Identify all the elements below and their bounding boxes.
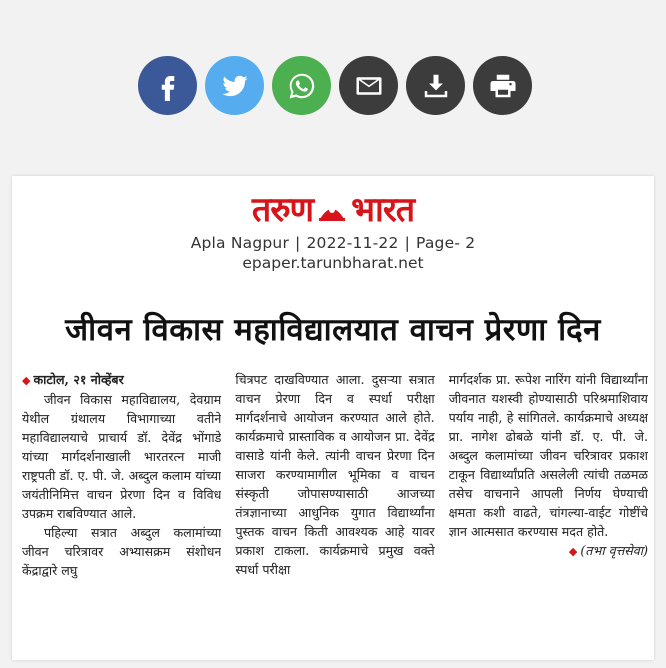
download-icon <box>421 71 451 101</box>
paragraph: चित्रपट दाखविण्यात आला. दुसऱ्या सत्रात वाचन प्रेरणा दिन व स्पर्धा परीक्षा मार्गदर्शनाचे आयोजन करण्यात आले होते. कार्यक्रमाचे प्रास्ताविक व आयोजन प्रा. देवेंद्र वासाडे यांनी केले. त्यांनी वाचन प्रेरणा दिन साजरा करण्यामागील भूमिका व वाचन संस्कृती जोपासण्यासाठी आजच्या तंत्रज्ञानाच्या आधुनिक युगात विद्यार्थ्यांना पुस्तक वाचन किती आवश्यक आहे यावर प्रकाश टाकला. कार्यक्रमाचे प्रमुख वक्ते स्पर्धा परीक्षा <box>235 372 435 577</box>
diamond-bullet-icon: ◆ <box>568 545 578 558</box>
facebook-icon <box>153 71 183 101</box>
edition-date: 2022-11-22 <box>306 234 399 252</box>
whatsapp-icon <box>287 71 317 101</box>
edition-name: Apla Nagpur <box>190 234 290 252</box>
epaper-clipping <box>12 176 654 660</box>
article-column-1 <box>22 370 221 650</box>
masthead <box>12 190 654 230</box>
article-column-3 <box>449 370 648 650</box>
news-credit: (तभा वृत्तसेवा) <box>580 543 648 558</box>
meta-separator: | <box>295 234 301 252</box>
share-bar <box>138 56 532 115</box>
facebook-share-button[interactable] <box>138 56 197 115</box>
edition-meta <box>12 234 654 252</box>
whatsapp-share-button[interactable] <box>272 56 331 115</box>
article-headline: जीवन विकास महाविद्यालयात वाचन प्रेरणा दिन <box>65 312 601 348</box>
page-number: Page- 2 <box>416 234 476 252</box>
epaper-url: epaper.tarunbharat.net <box>242 254 424 272</box>
print-button[interactable] <box>473 56 532 115</box>
twitter-share-button[interactable] <box>205 56 264 115</box>
article-column-2 <box>235 370 434 650</box>
twitter-icon <box>220 71 250 101</box>
article-body <box>22 370 648 650</box>
tarun-bharat-logo <box>252 190 414 230</box>
dateline: काटोल, २१ नोव्हेंबर <box>33 372 124 387</box>
logo-text-left: तरुण <box>251 190 314 230</box>
print-icon <box>488 71 518 101</box>
download-button[interactable] <box>406 56 465 115</box>
diamond-bullet-icon: ◆ <box>22 374 31 387</box>
logo-emblem-icon <box>317 197 347 223</box>
paragraph: जीवन विकास महाविद्यालय, देवग्राम येथील ग्रंथालय विभागाच्या वतीने महाविद्यालयाचे प्राचार्य डॉ. देवेंद्र भोंगाडे यांच्या मार्गदर्शनाखाली भारतरत्न माजी राष्ट्रपती डॉ. ए. पी. जे. अब्दुल कलाम यांच्या जयंतीनिमित्त वाचन प्रेरणा दिन व विविध उपक्रम राबविण्यात आले. <box>22 392 222 521</box>
logo-text-right: भारत <box>351 190 415 230</box>
credit-line <box>449 541 648 561</box>
paragraph: पहिल्या सत्रात अब्दुल कलामांच्या जीवन चरित्रावर अभ्यासक्रम संशोधन केंद्राद्वारे लघु <box>22 525 222 578</box>
email-icon <box>354 71 384 101</box>
meta-separator: | <box>404 234 410 252</box>
dateline-para <box>22 370 221 390</box>
paragraph: मार्गदर्शक प्रा. रूपेश नारिंग यांनी विद्यार्थ्यांना जीवनात यशस्वी होण्यासाठी परिश्रमाशिवाय पर्याय नाही, हे सांगितले. कार्यक्रमाचे अध्यक्ष प्रा. नागेश ढोबळे यांनी डॉ. ए. पी. जे. अब्दुल कलामांच्या जीवन चरित्रावर प्रकाश टाकून विद्यार्थ्यांप्रति असलेली त्यांची तळमळ तसेच वाचनाने आपली निर्णय घेण्याची क्षमता कशी वाढते, चांगल्या-वाईट गोष्टींचे ज्ञान आत्मसात करण्यास मदत होते. <box>448 372 648 539</box>
email-share-button[interactable] <box>339 56 398 115</box>
